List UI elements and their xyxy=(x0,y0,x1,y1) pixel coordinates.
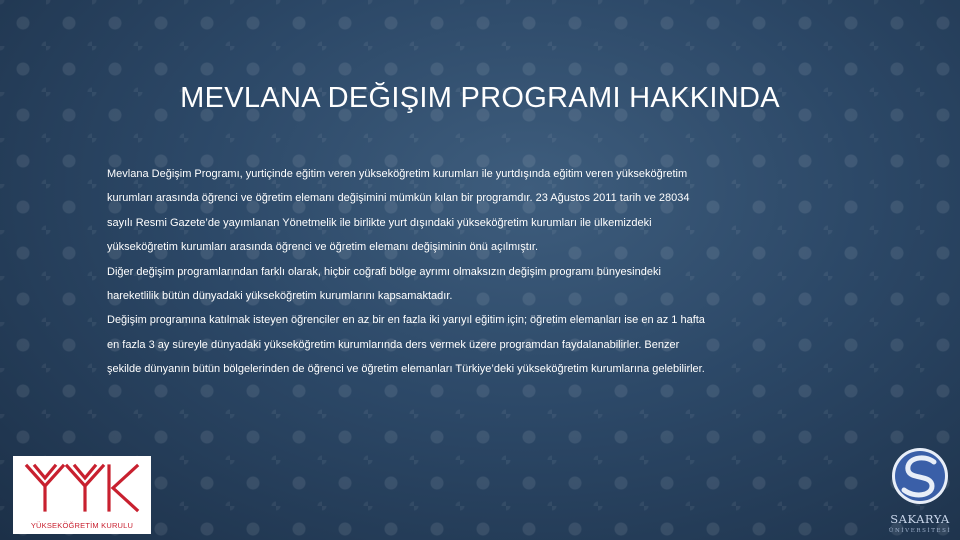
sakarya-name: SAKARYA xyxy=(890,512,950,526)
paragraph-scope: Diğer değişim programlarından farklı olarak, hiçbir coğrafi bölge ayrımı olmaksızın değişim programı bünyesindeki hareketlilik bütün dünyadaki yükseköğretim kurumlarını kapsamaktadır. xyxy=(107,265,661,303)
paragraph-intro: Mevlana Değişim Programı, yurtiçinde eğitim veren yükseköğretim kurumları ile yurtdışında eğitim veren yükseköğretim kurumları arasında öğrenci ve öğretim elemanı değişimini mümkün kılan bir programdır. 23 Ağustos 2011 tarih ve 28034 sayılı Resmi Gazete’de yayımlanan Yönetmelik ile birlikte yurt dışındaki yükseköğretim kurumları ile ülkemizdeki yükseköğretim kurumları arasında öğrenci ve öğretim elemanı değişiminin önü açılmıştır. xyxy=(107,168,690,254)
sakarya-emblem-icon xyxy=(884,442,956,512)
yok-mark-icon xyxy=(23,462,141,514)
slide-title: MEVLANA DEĞIŞIM PROGRAMI HAKKINDA xyxy=(180,82,780,114)
sakarya-university-logo xyxy=(884,442,956,538)
yok-caption: YÜKSEKÖĞRETİM KURULU xyxy=(30,521,134,530)
paragraph-duration: Değişim programına katılmak isteyen öğrenciler en az bir en fazla iki yarıyıl eğitim için; öğretim elemanları ise en az 1 hafta en fazla 3 ay süreyle dünyadaki yükseköğretim kurumlarında ders vermek üzere programdan faydalanabilirler. Benzer şekilde dünyanın bütün bölgelerinden de öğrenci ve öğretim elemanları Türkiye’deki yükseköğretim kurumlarına gelebilirler. xyxy=(107,314,705,376)
slide-body xyxy=(107,162,707,382)
sakarya-subtitle: ÜNİVERSİTESİ xyxy=(888,528,952,534)
yok-logo xyxy=(13,456,151,534)
